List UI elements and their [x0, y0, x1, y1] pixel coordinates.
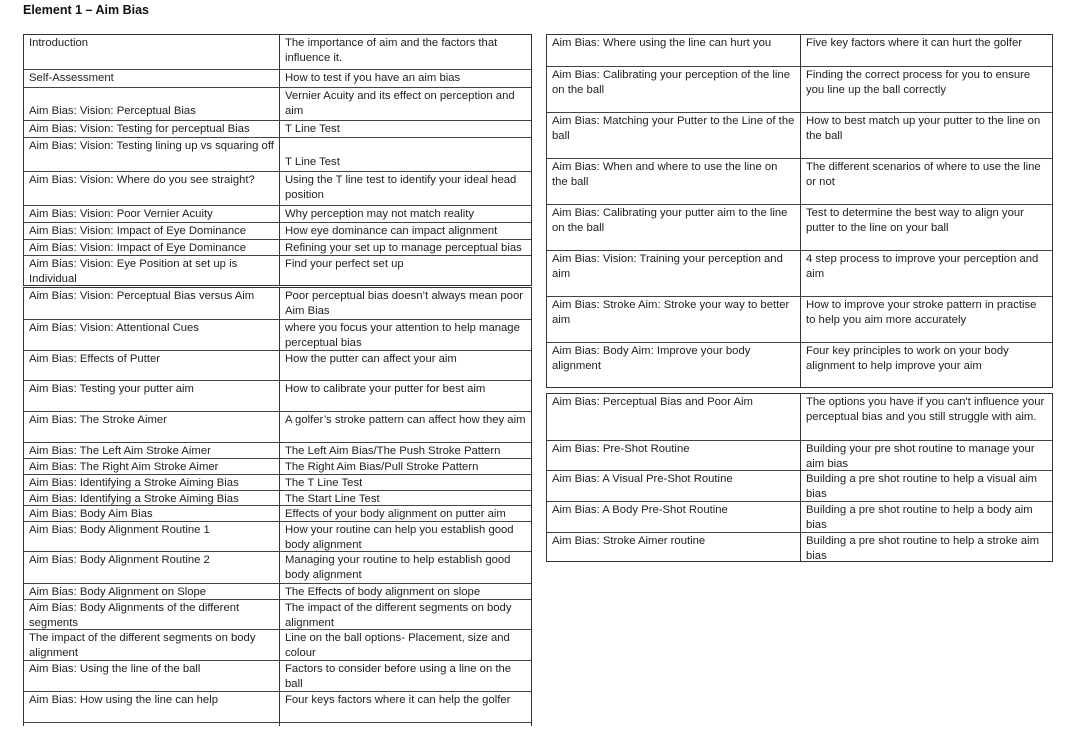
table-row: [547, 158, 1052, 204]
table-row: [547, 204, 1052, 250]
description-cell: [279, 584, 531, 599]
description-text: Factors to consider before using a line on the ball: [285, 663, 512, 690]
topic-cell: [24, 506, 279, 521]
topic-text: Aim Bias: The Stroke Aimer: [29, 414, 167, 426]
topic-text: Introduction: [29, 37, 89, 49]
topic-cell: [24, 351, 279, 380]
description-cell: [279, 35, 531, 69]
table-row: [547, 440, 1052, 470]
description-text: Using the T line test to identify your ideal head position: [285, 174, 517, 201]
topic-text: Aim Bias: Calibrating your perception of the line on the ball: [552, 69, 790, 96]
topic-text: The impact of the different segments on body alignment: [29, 632, 256, 659]
description-text: Finding the correct process for you to ensure you line up the ball correctly: [806, 69, 1031, 96]
table-row: [24, 411, 531, 442]
topic-cell: [24, 256, 279, 286]
topic-cell: [24, 584, 279, 599]
topic-text: Aim Bias: The Left Aim Stroke Aimer: [29, 445, 211, 457]
table-row: [547, 501, 1052, 532]
table-row: [24, 120, 531, 137]
topic-cell: [24, 172, 279, 205]
description-cell: [800, 441, 1052, 470]
description-text: The T Line Test: [285, 477, 363, 489]
table-row: [24, 205, 531, 222]
topic-text: Aim Bias: Calibrating your putter aim to the line on the ball: [552, 207, 788, 234]
topic-cell: [24, 320, 279, 350]
table-row: [24, 599, 531, 629]
description-text: Building a pre shot routine to help a visual aim bias: [806, 473, 1038, 500]
topic-table: [546, 34, 1053, 388]
topic-cell: [24, 223, 279, 239]
description-text: The impact of the different segments on body alignment: [285, 602, 512, 629]
description-cell: [800, 502, 1052, 532]
topic-cell: [547, 297, 800, 342]
description-cell: [279, 256, 531, 286]
description-text: Building a pre shot routine to help a stroke aim bias: [806, 535, 1039, 562]
topic-cell: [547, 441, 800, 470]
description-text: Managing your routine to help establish good body alignment: [285, 554, 511, 581]
table-row: [24, 319, 531, 350]
description-text: Refining your set up to manage perceptual bias: [285, 242, 522, 254]
description-cell: [279, 88, 531, 120]
topic-cell: [547, 394, 800, 440]
description-cell: [279, 661, 531, 691]
topic-text: Aim Bias: Body Aim Bias: [29, 508, 153, 520]
table-row: [24, 255, 531, 286]
table-row: [24, 474, 531, 490]
topic-text: Aim Bias: A Body Pre-Shot Routine: [552, 504, 728, 516]
description-text: Test to determine the best way to align your putter to the line on your ball: [806, 207, 1024, 234]
topic-cell: [24, 121, 279, 137]
description-cell: [800, 251, 1052, 296]
table-row: [24, 171, 531, 205]
topic-text: Aim Bias: Vision: Where do you see straight?: [29, 174, 255, 186]
topic-cell: [547, 533, 800, 562]
table-row: [547, 112, 1052, 158]
description-cell: [279, 223, 531, 239]
description-text: How your routine can help you establish good body alignment: [285, 524, 514, 551]
topic-cell: [547, 113, 800, 158]
topic-text: Aim Bias: Vision: Testing for perceptual Bias: [29, 123, 250, 135]
topic-text: Aim Bias: Stroke Aimer routine: [552, 535, 706, 547]
table-row: [547, 342, 1052, 388]
table-row: [24, 222, 531, 239]
topic-cell: [24, 88, 279, 120]
description-text: The Right Aim Bias/Pull Stroke Pattern: [285, 461, 479, 473]
topic-cell: [24, 35, 279, 69]
description-text: The options you have if you can't influence your perceptual bias and you still struggle with aim.: [806, 396, 1045, 423]
topic-text: Aim Bias: Body Alignment Routine 1: [29, 524, 210, 536]
description-cell: [800, 394, 1052, 440]
description-cell: [800, 471, 1052, 501]
description-text: How to calibrate your putter for best aim: [285, 383, 486, 395]
topic-text: Aim Bias: Vision: Training your perception and aim: [552, 253, 783, 280]
topic-cell: [547, 205, 800, 250]
topic-cell: [24, 600, 279, 629]
description-text: A golfer’s stroke pattern can affect how they aim: [285, 414, 526, 426]
description-text: Building a pre shot routine to help a body aim bias: [806, 504, 1033, 531]
topic-text: Aim Bias: Vision: Impact of Eye Dominance: [29, 242, 247, 254]
description-cell: [279, 381, 531, 411]
topic-table: [546, 393, 1053, 562]
description-text: Vernier Acuity and its effect on perception and aim: [285, 90, 515, 117]
description-cell: [800, 533, 1052, 562]
topic-cell: [24, 692, 279, 722]
description-text: Line on the ball options- Placement, size and colour: [285, 632, 510, 659]
table-row: [24, 458, 531, 474]
description-text: The Start Line Test: [285, 493, 380, 505]
description-cell: [800, 35, 1052, 66]
table-row: [24, 505, 531, 521]
topic-cell: [24, 412, 279, 442]
description-text: The different scenarios of where to use the line or not: [806, 161, 1041, 188]
topic-cell: [24, 552, 279, 583]
description-cell: [279, 240, 531, 255]
topic-cell: [24, 661, 279, 691]
description-text: Why perception may not match reality: [285, 208, 474, 220]
topic-text: Aim Bias: How using the line can help: [29, 694, 219, 706]
table-row: [547, 35, 1052, 66]
topic-table: [23, 34, 532, 286]
description-cell: [279, 70, 531, 87]
description-text: Four keys factors where it can help the golfer: [285, 694, 511, 706]
topic-text: Aim Bias: Vision: Impact of Eye Dominance: [29, 225, 247, 237]
table-row: [24, 442, 531, 458]
topic-cell: [547, 67, 800, 112]
table-row: [24, 288, 531, 319]
description-text: Find your perfect set up: [285, 258, 404, 270]
table-row: [24, 583, 531, 599]
description-cell: [279, 121, 531, 137]
topic-text: Aim Bias: Effects of Putter: [29, 353, 161, 365]
table-row: [24, 490, 531, 505]
description-text: Poor perceptual bias doesn’t always mean poor Aim Bias: [285, 290, 524, 317]
table-row: [24, 660, 531, 691]
topic-cell: [24, 138, 279, 171]
table-row: [24, 380, 531, 411]
description-cell: [279, 491, 531, 505]
topic-cell: [24, 240, 279, 255]
topic-text: Aim Bias: Matching your Putter to the Line of the ball: [552, 115, 795, 142]
description-text: The Left Aim Bias/The Push Stroke Pattern: [285, 445, 501, 457]
topic-text: Aim Bias: A Visual Pre-Shot Routine: [552, 473, 733, 485]
topic-cell: [24, 206, 279, 222]
topic-text: Aim Bias: Perceptual Bias and Poor Aim: [552, 396, 753, 408]
topic-text: Aim Bias: Body Alignment Routine 2: [29, 554, 210, 566]
description-cell: [279, 206, 531, 222]
topic-text: Aim Bias: Body Alignments of the different segments: [29, 602, 240, 629]
table-row: [547, 394, 1052, 440]
description-text: How to best match up your putter to the line on the ball: [806, 115, 1041, 142]
topic-cell: [547, 159, 800, 204]
topic-cell: [547, 251, 800, 296]
table-row: [24, 691, 531, 722]
topic-cell: [24, 288, 279, 319]
topic-text: Aim Bias: Pre-Shot Routine: [552, 443, 690, 455]
table-row: [547, 250, 1052, 296]
topic-text: Aim Bias: Stroke Aim: Stroke your way to better aim: [552, 299, 790, 326]
description-cell: [279, 138, 531, 171]
topic-text: Aim Bias: Body Alignment on Slope: [29, 586, 207, 598]
topic-text: Aim Bias: Identifying a Stroke Aiming Bias: [29, 493, 239, 505]
description-text: How to improve your stroke pattern in practise to help you aim more accurately: [806, 299, 1037, 326]
description-text: How the putter can affect your aim: [285, 353, 457, 365]
description-cell: [279, 692, 531, 722]
table-row: [24, 521, 531, 551]
description-cell: [279, 522, 531, 551]
topic-cell: [24, 443, 279, 458]
description-text: Building your pre shot routine to manage your aim bias: [806, 443, 1035, 470]
topic-cell: [547, 343, 800, 388]
topic-cell: [547, 471, 800, 501]
topic-text: Aim Bias: Vision: Perceptual Bias: [29, 105, 196, 117]
table-row: [547, 532, 1052, 562]
topic-text: Aim Bias: Vision: Attentional Cues: [29, 322, 199, 334]
topic-text: Aim Bias: Identifying a Stroke Aiming Bias: [29, 477, 239, 489]
description-text: How eye dominance can impact alignment: [285, 225, 498, 237]
description-cell: [279, 723, 531, 726]
table-row: [24, 629, 531, 660]
description-text: T Line Test: [285, 156, 340, 168]
topic-cell: [24, 630, 279, 660]
description-cell: [279, 506, 531, 521]
description-text: where you focus your attention to help manage perceptual bias: [285, 322, 520, 349]
topic-text: Aim Bias: Testing your putter aim: [29, 383, 194, 395]
description-cell: [800, 67, 1052, 112]
description-cell: [279, 600, 531, 629]
table-row: [547, 66, 1052, 112]
description-cell: [279, 475, 531, 490]
description-cell: [279, 172, 531, 205]
description-cell: [279, 630, 531, 660]
table-row: [24, 350, 531, 380]
table-row: [24, 87, 531, 120]
table-row: [24, 69, 531, 87]
page-title: Element 1 – Aim Bias: [23, 3, 149, 17]
topic-text: Aim Bias: Where using the line can hurt you: [552, 37, 772, 49]
topic-text: Self-Assessment: [29, 72, 114, 84]
description-cell: [800, 205, 1052, 250]
description-text: How to test if you have an aim bias: [285, 72, 461, 84]
topic-cell: [24, 381, 279, 411]
description-text: Effects of your body alignment on putter aim: [285, 508, 506, 520]
description-text: T Line Test: [285, 123, 340, 135]
topic-text: Aim Bias: Vision: Eye Position at set up is Individual: [29, 258, 238, 285]
table-row: [24, 137, 531, 171]
table-row: [24, 35, 531, 69]
table-row: [24, 551, 531, 583]
table-row: [547, 296, 1052, 342]
description-text: The importance of aim and the factors that influence it.: [285, 37, 498, 64]
description-cell: [800, 159, 1052, 204]
description-text: The Effects of body alignment on slope: [285, 586, 481, 598]
topic-cell: [547, 502, 800, 532]
topic-cell: [24, 459, 279, 474]
description-cell: [279, 459, 531, 474]
topic-cell: [24, 70, 279, 87]
description-cell: [279, 320, 531, 350]
description-cell: [800, 343, 1052, 388]
topic-cell: [24, 475, 279, 490]
topic-text: Aim Bias: Using the line of the ball: [29, 663, 201, 675]
topic-text: Aim Bias: Vision: Poor Vernier Acuity: [29, 208, 213, 220]
description-cell: [279, 443, 531, 458]
description-cell: [800, 297, 1052, 342]
topic-cell: [24, 491, 279, 505]
topic-cell: [547, 35, 800, 66]
description-cell: [279, 412, 531, 442]
topic-text: Aim Bias: Body Aim: Improve your body alignment: [552, 345, 751, 372]
description-cell: [800, 113, 1052, 158]
description-cell: [279, 351, 531, 380]
description-cell: [279, 288, 531, 319]
topic-table: [23, 287, 532, 726]
table-row: [547, 470, 1052, 501]
description-text: 4 step process to improve your perception and aim: [806, 253, 1039, 280]
table-row: [24, 239, 531, 255]
topic-text: Aim Bias: When and where to use the line on the ball: [552, 161, 778, 188]
description-text: Five key factors where it can hurt the golfer: [806, 37, 1022, 49]
description-cell: [279, 552, 531, 583]
table-row-cut-off: [24, 722, 531, 726]
topic-cell: [24, 522, 279, 551]
description-text: Four key principles to work on your body alignment to help improve your aim: [806, 345, 1009, 372]
topic-text: Aim Bias: Vision: Testing lining up vs squaring off: [29, 140, 274, 152]
topic-text: Aim Bias: Vision: Perceptual Bias versus Aim: [29, 290, 255, 302]
topic-text: Aim Bias: The Right Aim Stroke Aimer: [29, 461, 219, 473]
